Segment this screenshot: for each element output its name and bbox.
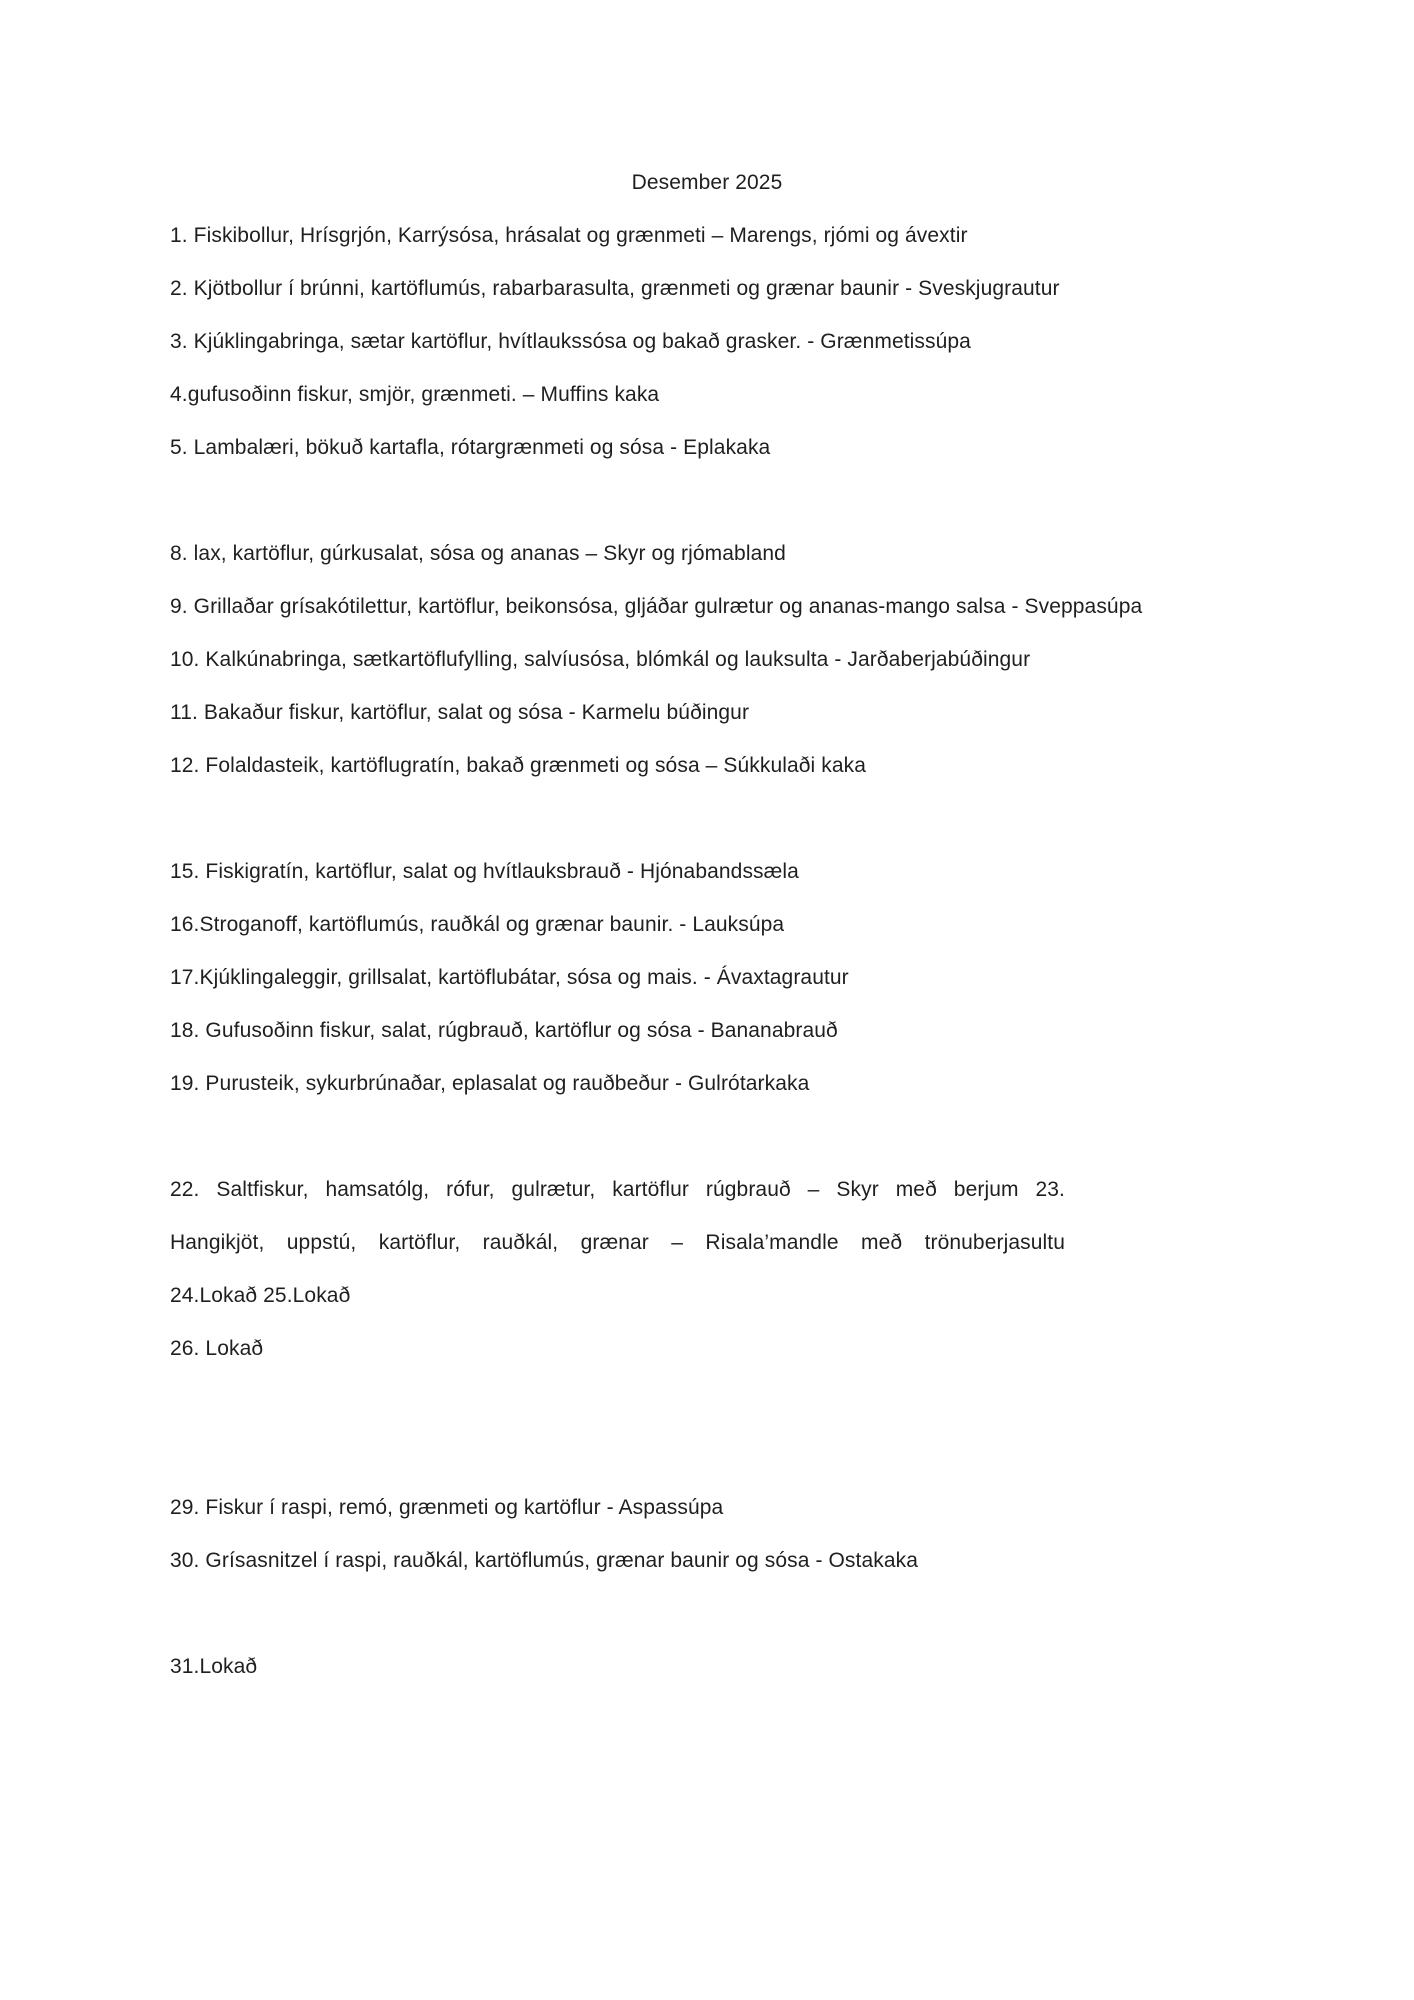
menu-line-9: 9. Grillaðar grísakótilettur, kartöflur, beikonsósa, gljáðar gulrætur og ananas-mango salsa - Sveppasúpa: [170, 595, 1143, 618]
menu-line-31: 31.Lokað: [170, 1655, 258, 1678]
menu-line-22-23a: 22. Saltfiskur, hamsatólg, rófur, gulrætur, kartöflur rúgbrauð – Skyr með berjum 23.: [170, 1178, 1065, 1201]
menu-line-8: 8. lax, kartöflur, gúrkusalat, sósa og ananas – Skyr og rjómabland: [170, 542, 786, 565]
menu-line-15: 15. Fiskigratín, kartöflur, salat og hvítlauksbrauð - Hjónabandssæla: [170, 860, 799, 883]
blank-lines: [170, 1375, 1244, 1481]
menu-line-4: 4.gufusoðinn fiskur, smjör, grænmeti. – Muffins kaka: [170, 383, 660, 406]
menu-line-12: 12. Folaldasteik, kartöflugratín, bakað grænmeti og sósa – Súkkulaði kaka: [170, 754, 867, 777]
menu-line-30: 30. Grísasnitzel í raspi, rauðkál, kartöflumús, grænar baunir og sósa - Ostakaka: [170, 1549, 918, 1572]
menu-document: [170, 156, 1244, 1693]
page-title: Desember 2025: [631, 171, 783, 194]
menu-line-3: 3. Kjúklingabringa, sætar kartöflur, hvítlaukssósa og bakað grasker. - Grænmetissúpa: [170, 330, 971, 353]
menu-line-24-25: 24.Lokað 25.Lokað: [170, 1284, 351, 1307]
blank-line: [170, 792, 1244, 845]
blank-line: [170, 1587, 1244, 1640]
menu-line-2: 2. Kjötbollur í brúnni, kartöflumús, rabarbarasulta, grænmeti og grænar baunir - Sveskjugrautur: [170, 277, 1060, 300]
menu-line-10: 10. Kalkúnabringa, sætkartöflufylling, salvíusósa, blómkál og lauksulta - Jarðaberjabúðingur: [170, 648, 1031, 671]
menu-line-1: 1. Fiskibollur, Hrísgrjón, Karrýsósa, hrásalat og grænmeti – Marengs, rjómi og ávextir: [170, 224, 968, 247]
menu-line-17: 17.Kjúklingaleggir, grillsalat, kartöflubátar, sósa og mais. - Ávaxtagrautur: [170, 966, 849, 989]
menu-line-5: 5. Lambalæri, bökuð kartafla, rótargrænmeti og sósa - Eplakaka: [170, 436, 771, 459]
menu-line-26: 26. Lokað: [170, 1337, 264, 1360]
blank-line: [170, 1110, 1244, 1163]
menu-line-19: 19. Purusteik, sykurbrúnaðar, eplasalat og rauðbeður - Gulrótarkaka: [170, 1072, 810, 1095]
menu-line-23b: Hangikjöt, uppstú, kartöflur, rauðkál, grænar – Risala’mandle með trönuberjasultu: [170, 1231, 1065, 1254]
blank-line: [170, 474, 1244, 527]
menu-line-11: 11. Bakaður fiskur, kartöflur, salat og sósa - Karmelu búðingur: [170, 701, 750, 724]
menu-line-18: 18. Gufusoðinn fiskur, salat, rúgbrauð, kartöflur og sósa - Bananabrauð: [170, 1019, 838, 1042]
menu-line-16: 16.Stroganoff, kartöflumús, rauðkál og grænar baunir. - Lauksúpa: [170, 913, 785, 936]
menu-line-29: 29. Fiskur í raspi, remó, grænmeti og kartöflur - Aspassúpa: [170, 1496, 724, 1519]
